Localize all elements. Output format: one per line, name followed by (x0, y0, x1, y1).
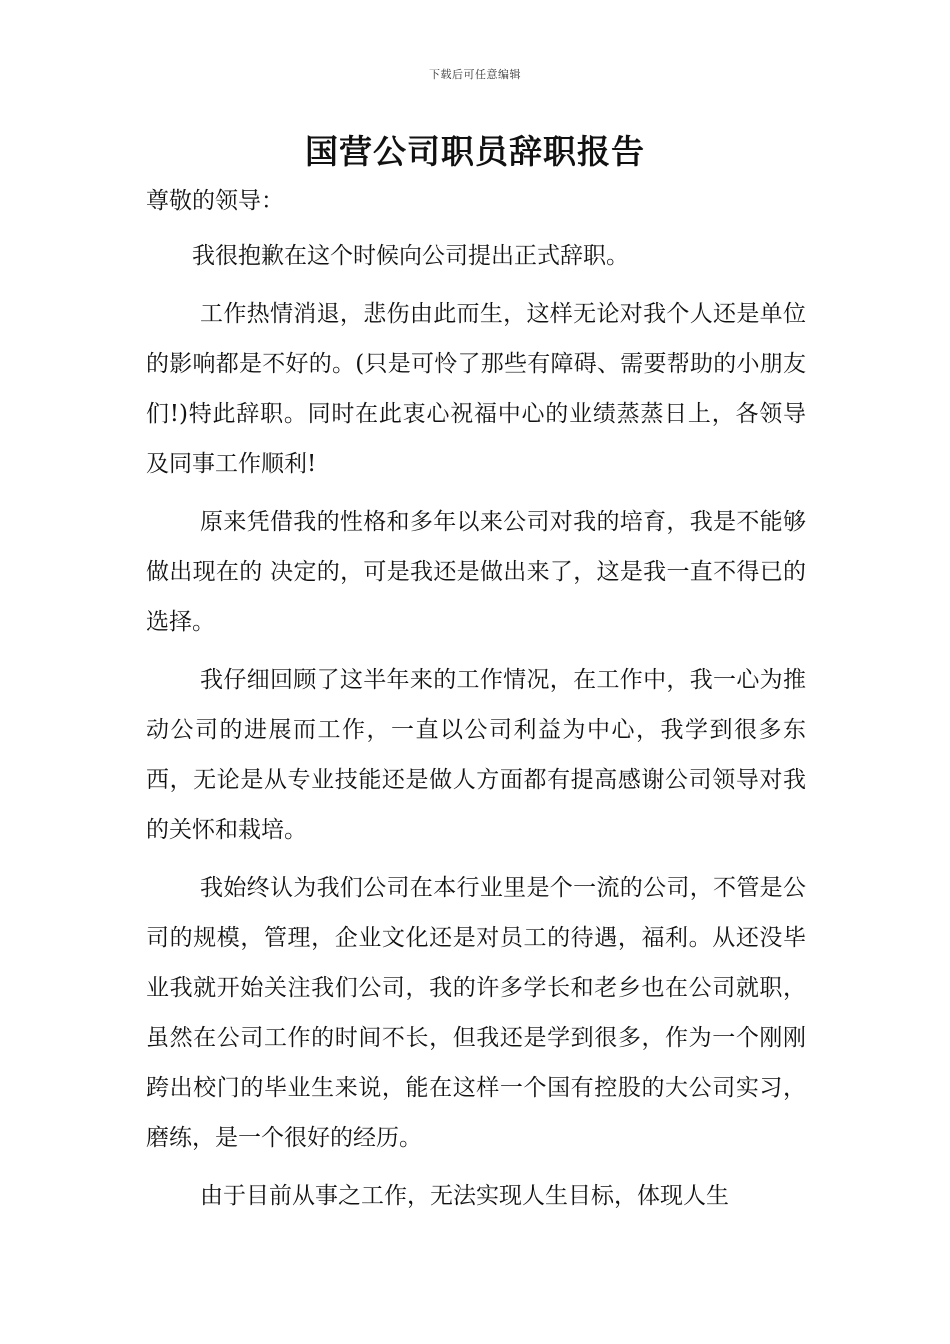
paragraph: 原来凭借我的性格和多年以来公司对我的培育，我是不能够做出现在的 决定的，可是我还是做出来了，这是我一直不得已的选择。 (146, 509, 806, 635)
paragraph: 由于目前从事之工作，无法实现人生目标，体现人生 (200, 1183, 729, 1209)
document-title: 国营公司职员辞职报告 (305, 132, 645, 171)
salutation: 尊敬的领导： (146, 188, 284, 214)
paragraph: 我始终认为我们公司在本行业里是个一流的公司，不管是公司的规模，管理，企业文化还是对员工的待遇，福利。从还没毕业我就开始关注我们公司，我的许多学长和老乡也在公司就职，虽然在公司工作的时间不长，但我还是学到很多，作为一个刚刚跨出校门的毕业生来说，能在这样一个国有控股的大公司实习，磨练，是一个很好的经历。 (146, 875, 806, 1151)
paragraph: 工作热情消退，悲伤由此而生，这样无论对我个人还是单位的影响都是不好的。(只是可怜了那些有障碍、需要帮助的小朋友们!)特此辞职。同时在此衷心祝福中心的业绩蒸蒸日上，各领导及同事工作顺利! (146, 301, 806, 477)
paragraph: 我很抱歉在这个时候向公司提出正式辞职。 (192, 243, 629, 269)
paragraph: 我仔细回顾了这半年来的工作情况，在工作中，我一心为推动公司的进展而工作，一直以公司利益为中心，我学到很多东西，无论是从专业技能还是做人方面都有提高感谢公司领导对我的关怀和栽培。 (146, 667, 806, 843)
header-note: 下载后可任意编辑 (429, 68, 521, 81)
document-body (146, 176, 806, 1221)
